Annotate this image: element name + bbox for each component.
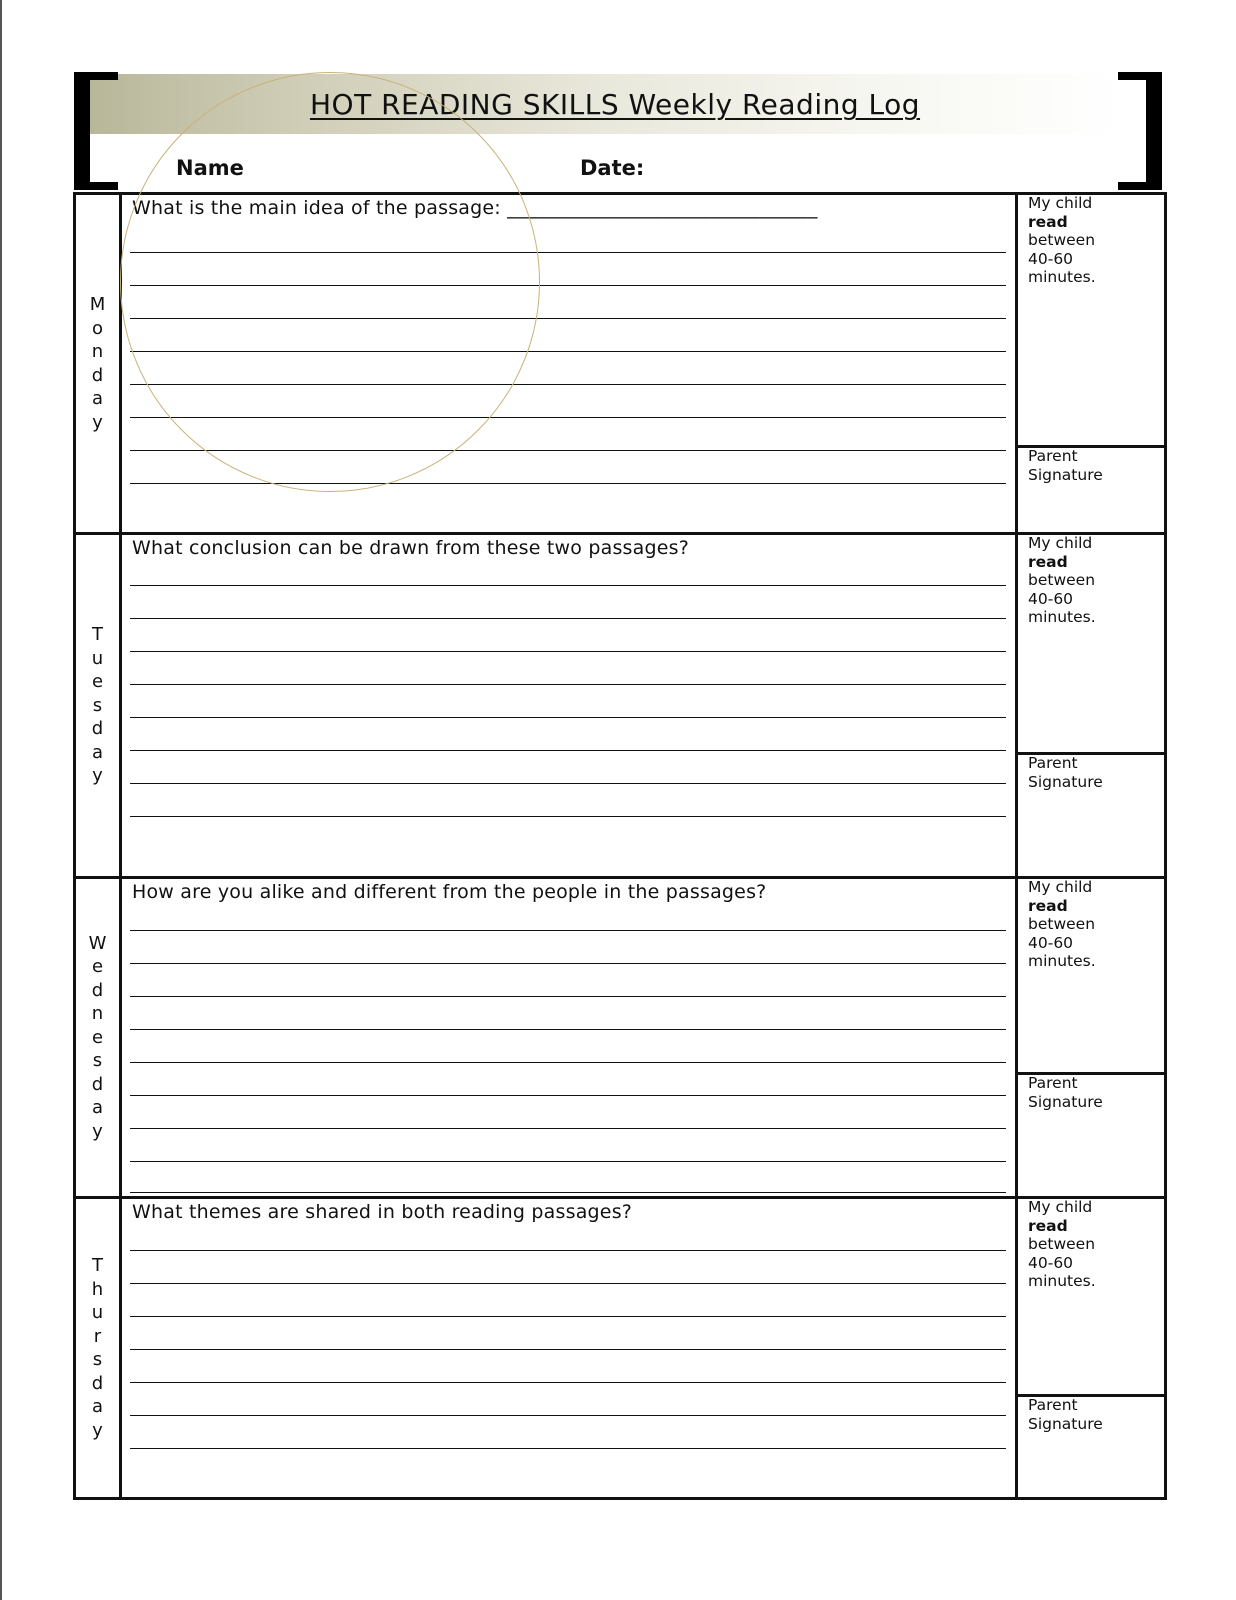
signature-label: Parent bbox=[1028, 1074, 1078, 1092]
reading-note-line: My child bbox=[1028, 534, 1093, 552]
reading-note-line: My child bbox=[1028, 194, 1093, 212]
question-monday: What is the main idea of the passage: ________________________________ bbox=[132, 197, 818, 219]
answer-line[interactable] bbox=[130, 1382, 1006, 1383]
day-label-tuesday bbox=[76, 535, 122, 876]
answer-line[interactable] bbox=[130, 450, 1006, 451]
reading-note-line: between bbox=[1028, 1235, 1096, 1253]
answer-line[interactable] bbox=[130, 1316, 1006, 1317]
answer-line[interactable] bbox=[130, 1192, 1006, 1193]
page-title: HOT READING SKILLS Weekly Reading Log bbox=[309, 88, 921, 121]
reading-note-bold: read bbox=[1028, 212, 1068, 231]
signature-label: Parent bbox=[1028, 447, 1078, 465]
reading-log-table bbox=[73, 192, 1167, 1500]
answer-line[interactable] bbox=[130, 318, 1006, 319]
day-letter: y bbox=[92, 1419, 103, 1441]
day-letter: d bbox=[91, 1073, 104, 1095]
day-label-monday bbox=[76, 195, 122, 532]
day-letter: e bbox=[91, 671, 104, 693]
side-column-tuesday bbox=[1015, 535, 1164, 876]
day-letter: d bbox=[91, 1372, 104, 1394]
signature-label: Signature bbox=[1028, 1092, 1103, 1111]
reading-note-line: minutes. bbox=[1028, 1272, 1096, 1290]
day-letter: d bbox=[91, 364, 104, 386]
answer-line[interactable] bbox=[130, 684, 1006, 685]
answer-line[interactable] bbox=[130, 483, 1006, 484]
answer-line[interactable] bbox=[130, 384, 1006, 385]
answer-line[interactable] bbox=[130, 1161, 1006, 1162]
answer-line[interactable] bbox=[130, 750, 1006, 751]
day-letter: d bbox=[91, 979, 104, 1001]
answer-area-wednesday[interactable] bbox=[122, 879, 1015, 1196]
side-column-thursday bbox=[1015, 1199, 1164, 1497]
answer-line[interactable] bbox=[130, 930, 1006, 931]
reading-note-line: between bbox=[1028, 915, 1096, 933]
reading-note-line: 40-60 bbox=[1028, 589, 1074, 608]
reading-time-cell[interactable] bbox=[1018, 1199, 1164, 1397]
day-letter: n bbox=[91, 1003, 104, 1025]
question-thursday: What themes are shared in both reading passages? bbox=[132, 1201, 633, 1223]
answer-line[interactable] bbox=[130, 1128, 1006, 1129]
reading-note-bold: read bbox=[1028, 1216, 1068, 1235]
reading-note-line: My child bbox=[1028, 878, 1093, 896]
day-letter: T bbox=[92, 624, 103, 646]
reading-note-bold: read bbox=[1028, 896, 1068, 915]
answer-line[interactable] bbox=[130, 285, 1006, 286]
reading-time-note bbox=[1028, 1198, 1096, 1291]
parent-signature-cell[interactable] bbox=[1028, 754, 1103, 791]
day-letter: T bbox=[92, 1255, 103, 1276]
page-left-edge bbox=[0, 0, 2, 1600]
answer-area-monday[interactable] bbox=[122, 195, 1015, 532]
answer-line[interactable] bbox=[130, 618, 1006, 619]
reading-time-cell[interactable] bbox=[1018, 195, 1164, 448]
parent-signature-cell[interactable] bbox=[1028, 1396, 1103, 1433]
answer-line[interactable] bbox=[130, 651, 1006, 652]
signature-label: Signature bbox=[1028, 772, 1103, 791]
reading-time-note bbox=[1028, 878, 1096, 971]
answer-line[interactable] bbox=[130, 1349, 1006, 1350]
day-letter: a bbox=[91, 1097, 104, 1119]
reading-note-line: minutes. bbox=[1028, 268, 1096, 286]
answer-line[interactable] bbox=[130, 717, 1006, 718]
reading-note-line: between bbox=[1028, 231, 1096, 249]
day-label-thursday bbox=[76, 1199, 122, 1497]
reading-note-line: minutes. bbox=[1028, 608, 1096, 626]
side-column-monday bbox=[1015, 195, 1164, 532]
day-letter: M bbox=[89, 294, 106, 315]
day-section-monday bbox=[76, 195, 1164, 532]
answer-line[interactable] bbox=[130, 1415, 1006, 1416]
day-letter: y bbox=[92, 765, 103, 787]
reading-note-bold: read bbox=[1028, 552, 1068, 571]
reading-time-note bbox=[1028, 194, 1096, 287]
side-column-wednesday bbox=[1015, 879, 1164, 1196]
reading-time-cell[interactable] bbox=[1018, 535, 1164, 755]
day-section-thursday bbox=[76, 1196, 1164, 1497]
answer-line[interactable] bbox=[130, 351, 1006, 352]
signature-label: Parent bbox=[1028, 754, 1078, 772]
date-label: Date: bbox=[580, 156, 645, 180]
day-letter: s bbox=[92, 694, 103, 716]
reading-time-note bbox=[1028, 534, 1096, 627]
question-tuesday: What conclusion can be drawn from these two passages? bbox=[132, 537, 690, 559]
day-letter: W bbox=[88, 932, 107, 954]
day-letter: r bbox=[93, 1325, 102, 1347]
day-letter: a bbox=[91, 1396, 104, 1417]
answer-line[interactable] bbox=[130, 783, 1006, 784]
reading-note-line: between bbox=[1028, 571, 1096, 589]
reading-time-cell[interactable] bbox=[1018, 879, 1164, 1075]
answer-line[interactable] bbox=[130, 1095, 1006, 1096]
day-letter: n bbox=[91, 341, 104, 362]
answer-line[interactable] bbox=[130, 1448, 1006, 1449]
signature-label: Parent bbox=[1028, 1396, 1078, 1414]
answer-line[interactable] bbox=[130, 1029, 1006, 1030]
day-letter: h bbox=[91, 1278, 104, 1300]
answer-line[interactable] bbox=[130, 996, 1006, 997]
answer-line[interactable] bbox=[130, 252, 1006, 253]
right-bracket bbox=[1118, 72, 1162, 190]
answer-area-tuesday[interactable] bbox=[122, 535, 1015, 876]
reading-note-line: My child bbox=[1028, 1198, 1093, 1216]
name-label: Name bbox=[176, 156, 244, 180]
answer-area-thursday[interactable] bbox=[122, 1199, 1015, 1497]
answer-line[interactable] bbox=[130, 585, 1006, 586]
parent-signature-cell[interactable] bbox=[1028, 447, 1103, 484]
day-letter: u bbox=[91, 647, 104, 669]
answer-line[interactable] bbox=[130, 1062, 1006, 1063]
day-letter: s bbox=[92, 1050, 103, 1072]
reading-note-line: 40-60 bbox=[1028, 1253, 1074, 1272]
day-letter: d bbox=[91, 718, 104, 740]
day-letter: y bbox=[92, 1120, 103, 1142]
day-letter: e bbox=[91, 1026, 104, 1048]
answer-line[interactable] bbox=[130, 816, 1006, 817]
reading-note-line: 40-60 bbox=[1028, 933, 1074, 952]
signature-label: Signature bbox=[1028, 465, 1103, 484]
day-letter: a bbox=[91, 741, 104, 763]
answer-line[interactable] bbox=[130, 417, 1006, 418]
reading-note-line: 40-60 bbox=[1028, 249, 1074, 268]
day-letter: y bbox=[92, 411, 103, 433]
day-letter: e bbox=[91, 956, 104, 978]
answer-line[interactable] bbox=[130, 1250, 1006, 1251]
parent-signature-cell[interactable] bbox=[1028, 1074, 1103, 1111]
left-bracket bbox=[74, 72, 118, 190]
day-letter: s bbox=[92, 1349, 103, 1370]
signature-label: Signature bbox=[1028, 1414, 1103, 1433]
answer-line[interactable] bbox=[130, 963, 1006, 964]
day-section-wednesday bbox=[76, 876, 1164, 1196]
answer-line[interactable] bbox=[130, 1283, 1006, 1284]
question-wednesday: How are you alike and different from the people in the passages? bbox=[132, 881, 767, 903]
day-label-wednesday bbox=[76, 879, 122, 1196]
day-section-tuesday bbox=[76, 532, 1164, 876]
day-letter: o bbox=[91, 317, 103, 339]
day-letter: a bbox=[91, 388, 104, 409]
reading-note-line: minutes. bbox=[1028, 952, 1096, 970]
day-letter: u bbox=[91, 1302, 104, 1323]
